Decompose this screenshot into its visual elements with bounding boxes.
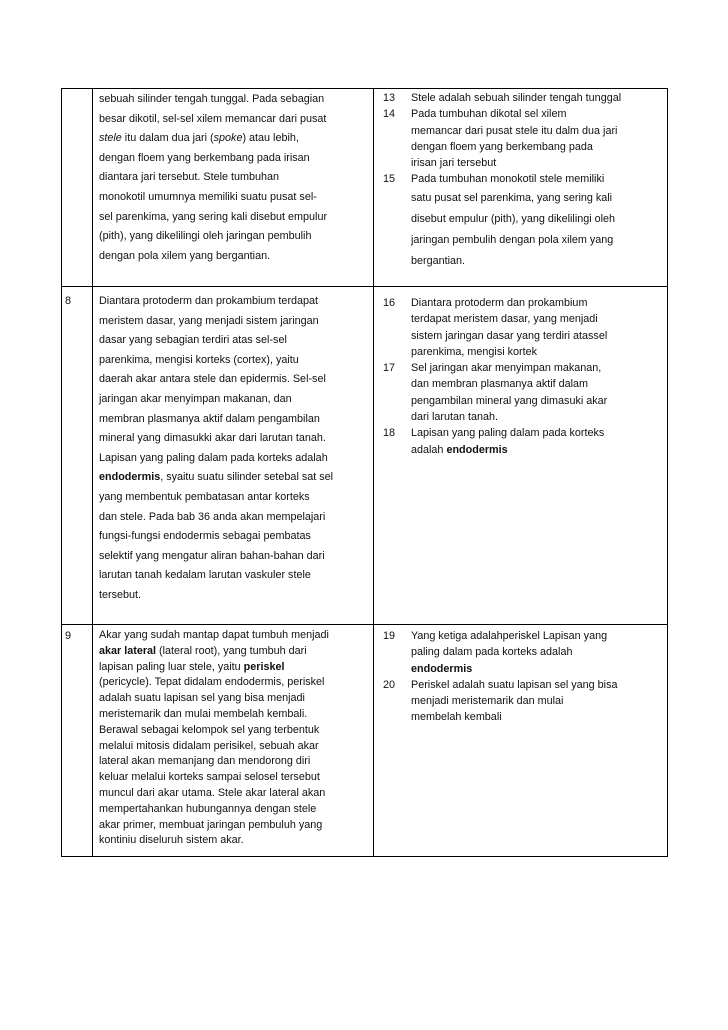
list-item bbox=[383, 677, 667, 726]
text-line: selektif yang mengatur aliran bahan-bahan dari bbox=[99, 549, 325, 562]
column-divider-middle bbox=[373, 89, 374, 856]
text-line: disebut empulur (pith), yang dikelilingi oleh bbox=[411, 212, 616, 225]
text-line: sistem jaringan dasar yang terdiri atassel bbox=[411, 329, 608, 342]
text-line: membelah kembali bbox=[411, 711, 502, 724]
text-line: Diantara protoderm dan prokambium terdapat bbox=[99, 295, 319, 307]
text-line: Lapisan yang paling dalam pada korteks adalah bbox=[99, 451, 328, 464]
text-line: menjadi meristemarik dan mulai bbox=[411, 695, 564, 708]
text-line: Yang ketiga adalahperiskel Lapisan yang bbox=[411, 630, 608, 642]
row-8-left-text bbox=[99, 292, 373, 606]
row-number: 8 bbox=[65, 295, 72, 307]
row-number: 9 bbox=[65, 630, 72, 642]
text-line: dan membran plasmanya aktif dalam bbox=[411, 378, 589, 391]
text-line: endodermis, syaitu suatu silinder setebal sat sel bbox=[99, 471, 334, 484]
text-line: Berawal sebagai kelompok sel yang terbentuk bbox=[99, 723, 320, 736]
text-line: Sel jaringan akar menyimpan makanan, bbox=[411, 362, 602, 375]
text-line: adalah suatu lapisan sel yang bisa menjadi bbox=[99, 692, 305, 705]
text-line: akar primer, membuat jaringan pembuluh yang bbox=[99, 818, 323, 831]
text-line: meristemarik dan mulai membelah kembali. bbox=[99, 707, 308, 720]
text-line: besar dikotil, sel-sel xilem memancar dari pusat bbox=[99, 112, 327, 125]
item-number: 20 bbox=[383, 678, 396, 691]
text-line: Pada tumbuhan monokotil stele memiliki bbox=[411, 173, 605, 186]
text-line: dan stele. Pada bab 36 anda akan mempelajari bbox=[99, 510, 326, 523]
text-line: yang membentuk pembatasan antar korteks bbox=[99, 490, 310, 503]
text-line: monokotil umumnya memiliki suatu pusat sel- bbox=[99, 190, 317, 203]
text-line: dari larutan tanah. bbox=[411, 411, 499, 424]
text-line: lapisan paling luar stele, yaitu periskel bbox=[99, 660, 285, 673]
text-line: fungsi-fungsi endodermis sebagai pembatas bbox=[99, 530, 311, 543]
text-line: akar lateral (lateral root), yang tumbuh dari bbox=[99, 644, 307, 657]
text-line: satu pusat sel parenkima, yang sering kali bbox=[411, 191, 613, 204]
text-line: parenkima, mengisi kortek bbox=[411, 345, 538, 358]
text-line: jaringan pembulih dengan pola xilem yang bbox=[411, 233, 614, 246]
text-line: Lapisan yang paling dalam pada korteks bbox=[411, 427, 605, 440]
text-line: Diantara protoderm dan prokambium bbox=[411, 297, 588, 309]
text-line: stele itu dalam dua jari (spoke) atau lebih, bbox=[99, 132, 299, 145]
text-line: paling dalam pada korteks adalah bbox=[411, 646, 573, 659]
text-line: pengambilan mineral yang dimasuki akar bbox=[411, 394, 608, 407]
text-line: jaringan akar menyimpan makanan, dan bbox=[99, 392, 292, 405]
list-item bbox=[383, 295, 667, 360]
text-line: lateral akan memanjang dan mendorong diri bbox=[99, 755, 311, 768]
text-line: Stele adalah sebuah silinder tengah tunggal bbox=[411, 92, 622, 104]
text-line: dengan pola xilem yang bergantian. bbox=[99, 249, 271, 262]
text-line: mempertahankan hubungannya dengan stele bbox=[99, 802, 317, 815]
list-item bbox=[383, 90, 667, 106]
list-item bbox=[383, 360, 667, 425]
text-line: sel parenkima, yang sering kali disebut empulur bbox=[99, 210, 328, 223]
text-line: terdapat meristem dasar, yang menjadi bbox=[411, 313, 598, 326]
text-line: bergantian. bbox=[411, 254, 466, 267]
list-item bbox=[383, 171, 667, 271]
row-1-summary-list bbox=[383, 90, 667, 272]
text-line: mineral yang dimasukki akar dari larutan tanah. bbox=[99, 432, 326, 445]
text-line: diantara jari tersebut. Stele tumbuhan bbox=[99, 171, 280, 184]
item-number: 13 bbox=[383, 92, 396, 104]
text-line: dasar yang sebagian terdiri atas sel-sel bbox=[99, 334, 287, 347]
text-line: kontiniu diseluruh sistem akar. bbox=[99, 834, 244, 847]
text-line: dengan floem yang berkembang pada bbox=[411, 140, 593, 153]
text-line: keluar melalui korteks sampai selosel tersebut bbox=[99, 771, 320, 784]
text-line: Akar yang sudah mantap dapat tumbuh menjadi bbox=[99, 629, 329, 641]
text-line: muncul dari akar utama. Stele akar lateral akan bbox=[99, 786, 326, 799]
list-item bbox=[383, 628, 667, 677]
text-line: meristem dasar, yang menjadi sistem jaringan bbox=[99, 314, 319, 327]
list-item bbox=[383, 106, 667, 171]
text-line: dengan floem yang berkembang pada irisan bbox=[99, 151, 310, 164]
text-line: Periskel adalah suatu lapisan sel yang bisa bbox=[411, 678, 618, 691]
text-line: larutan tanah kedalam larutan vaskuler stele bbox=[99, 569, 311, 582]
text-line: (pericycle). Tepat didalam endodermis, periskel bbox=[99, 676, 325, 689]
list-item bbox=[383, 425, 667, 458]
text-line: adalah endodermis bbox=[411, 443, 508, 456]
item-number: 15 bbox=[383, 173, 396, 186]
text-line: Pada tumbuhan dikotal sel xilem bbox=[411, 108, 567, 121]
row-8-summary-list bbox=[383, 295, 667, 458]
item-number: 14 bbox=[383, 108, 396, 121]
row-divider-1 bbox=[62, 286, 667, 287]
text-line: membran plasmanya aktif dalam pengambilan bbox=[99, 412, 320, 425]
item-number: 18 bbox=[383, 427, 396, 440]
text-line: parenkima, mengisi korteks (cortex), yaitu bbox=[99, 353, 299, 366]
row-1-left-text bbox=[99, 90, 373, 266]
text-line: (pith), yang dikelilingi oleh jaringan pembulih bbox=[99, 230, 312, 243]
item-number: 17 bbox=[383, 362, 396, 375]
row-divider-2 bbox=[62, 624, 667, 625]
text-line: sebuah silinder tengah tunggal. Pada sebagian bbox=[99, 93, 325, 105]
column-divider-number bbox=[92, 89, 93, 856]
text-line: tersebut. bbox=[99, 588, 142, 601]
text-line: memancar dari pusat stele itu dalm dua jari bbox=[411, 124, 618, 137]
text-line: irisan jari tersebut bbox=[411, 157, 497, 170]
item-number: 19 bbox=[383, 630, 396, 642]
text-line: melalui mitosis didalam perisikel, sebuah akar bbox=[99, 739, 319, 752]
item-number: 16 bbox=[383, 297, 396, 309]
row-9-summary-list bbox=[383, 628, 667, 726]
content-table bbox=[61, 88, 668, 857]
text-line: daerah akar antara stele dan epidermis. Sel-sel bbox=[99, 373, 326, 386]
text-line: endodermis bbox=[411, 662, 473, 675]
row-9-left-text bbox=[99, 628, 373, 849]
